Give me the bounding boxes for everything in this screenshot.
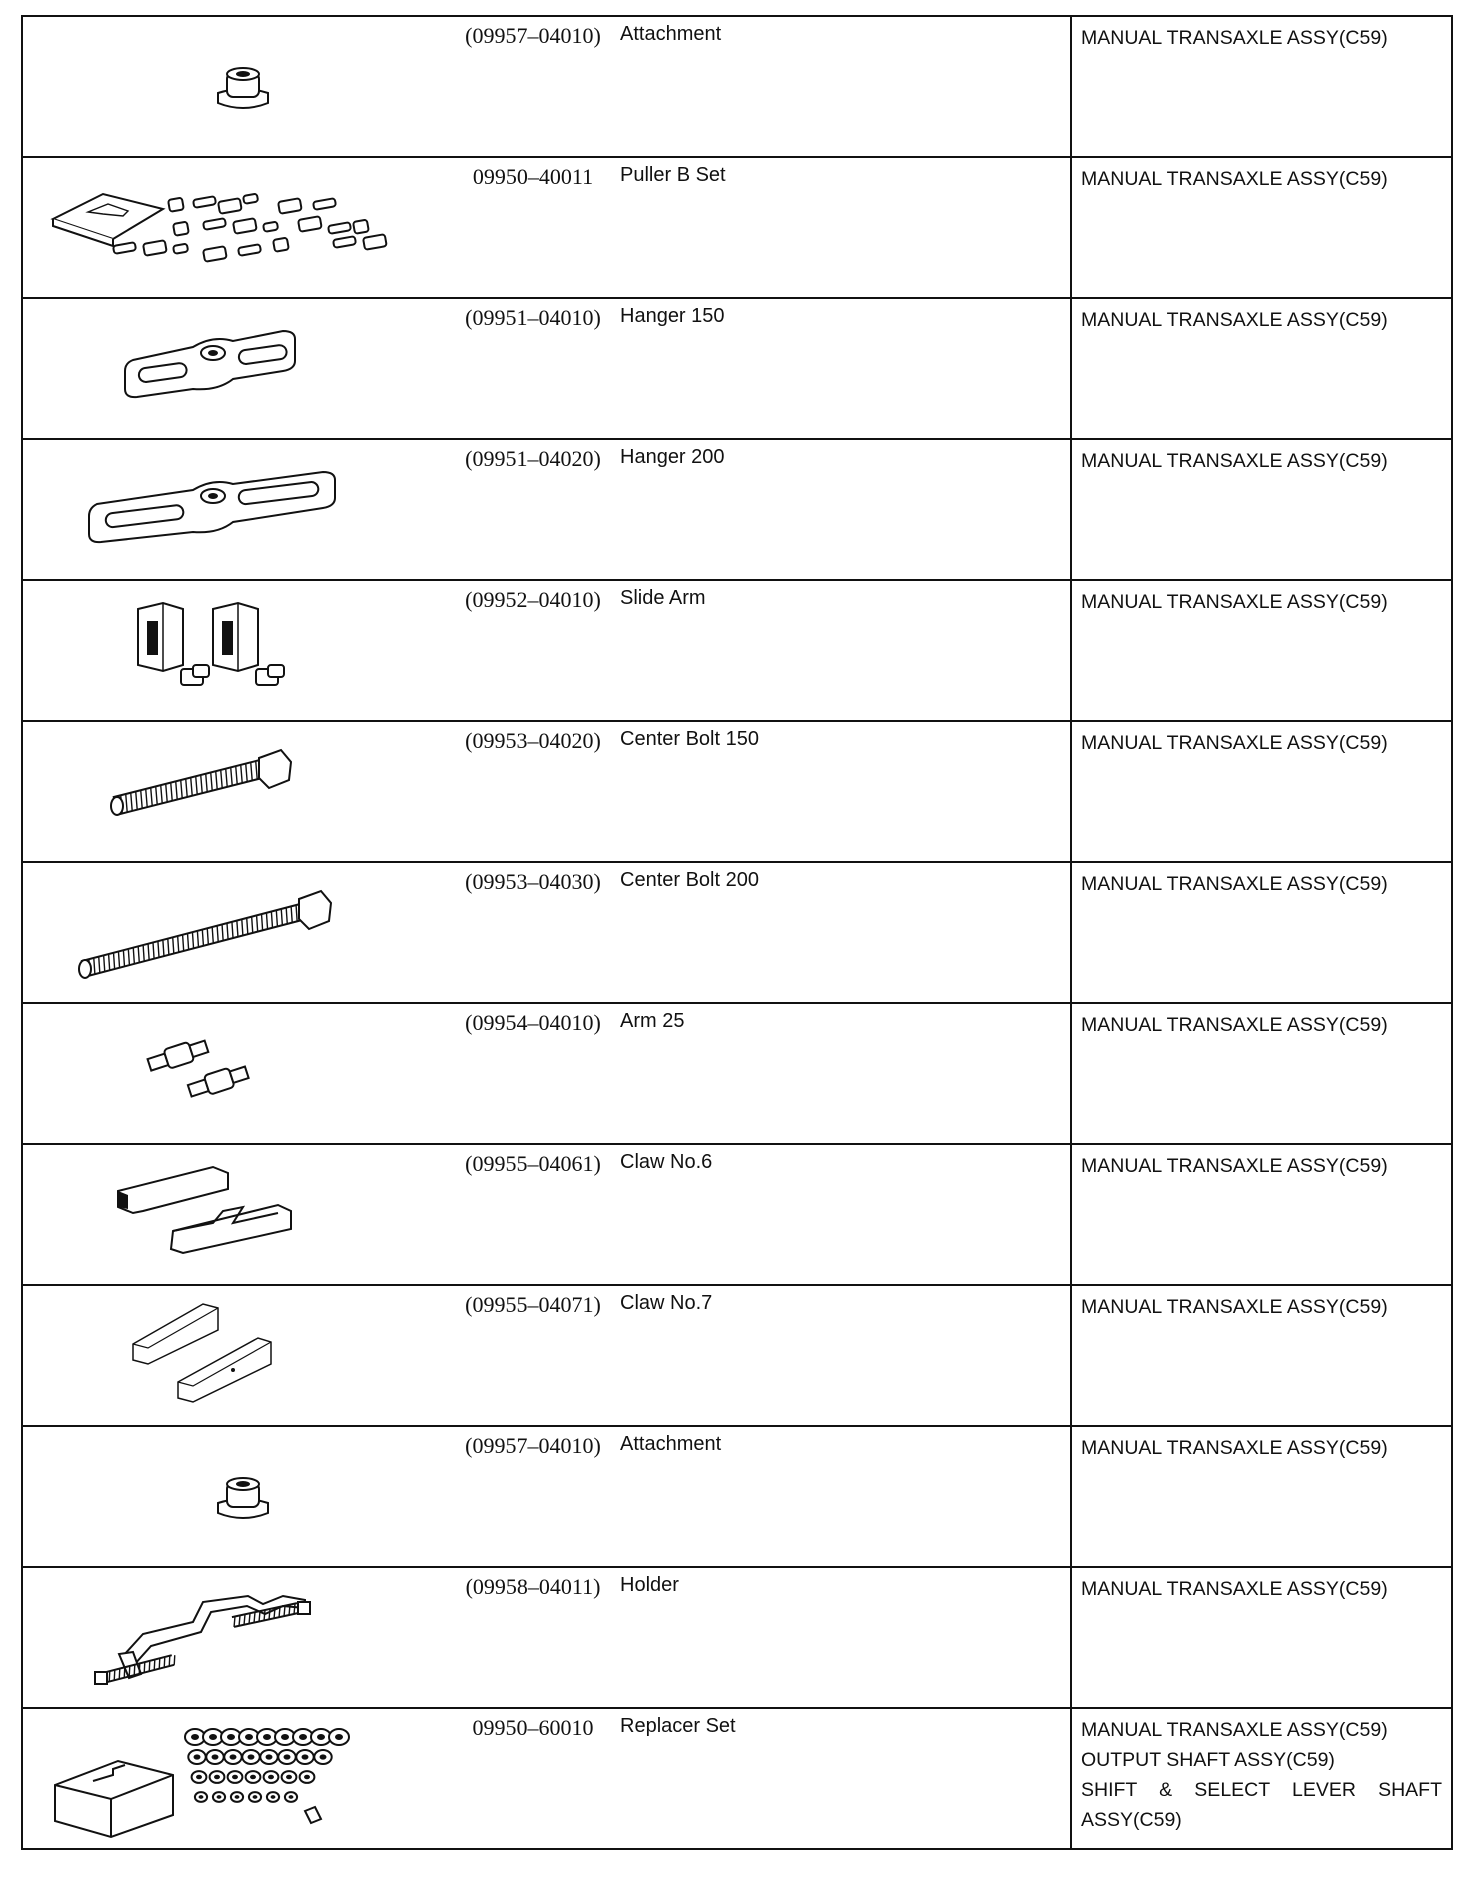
table-row <box>22 580 1452 721</box>
assembly-cell <box>1071 1285 1452 1426</box>
assembly-name: MANUAL TRANSAXLE ASSY(C59) <box>1081 732 1388 754</box>
arm-icon <box>33 1010 433 1138</box>
table-row <box>22 1567 1452 1708</box>
table-row <box>22 157 1452 298</box>
center-bolt-long-icon <box>33 869 433 997</box>
attachment-icon <box>33 23 433 151</box>
part-number: (09953–04020) <box>465 728 601 753</box>
tool-name: Claw No.7 <box>620 1292 713 1314</box>
claw-icon <box>33 1151 433 1279</box>
assembly-name: MANUAL TRANSAXLE ASSY(C59) <box>1081 27 1388 49</box>
assembly-cell <box>1071 1708 1452 1849</box>
tool-name: Slide Arm <box>620 587 706 609</box>
part-number: (09955–04071) <box>465 1292 601 1317</box>
assembly-name: MANUAL TRANSAXLE ASSY(C59) <box>1081 591 1388 613</box>
table-row <box>22 1708 1452 1849</box>
assembly-cell <box>1071 298 1452 439</box>
assembly-name: MANUAL TRANSAXLE ASSY(C59) <box>1081 1014 1388 1036</box>
tool-name: Hanger 200 <box>620 446 725 468</box>
hanger-icon <box>33 305 433 433</box>
part-number: (09953–04030) <box>465 869 601 894</box>
assembly-name: MANUAL TRANSAXLE ASSY(C59) <box>1081 309 1388 331</box>
tool-name: Claw No.6 <box>620 1151 713 1173</box>
assembly-name: MANUAL TRANSAXLE ASSY(C59) <box>1081 450 1388 472</box>
table-row <box>22 1003 1452 1144</box>
tool-cell <box>22 1708 1071 1849</box>
tool-name: Replacer Set <box>620 1715 736 1737</box>
tool-cell <box>22 1144 1071 1285</box>
attachment-icon <box>33 1433 433 1561</box>
part-number: (09951–04010) <box>465 305 601 330</box>
assembly-cell <box>1071 1144 1452 1285</box>
assembly-cell <box>1071 439 1452 580</box>
table-row <box>22 439 1452 580</box>
assembly-cell <box>1071 16 1452 157</box>
tool-name: Center Bolt 200 <box>620 869 759 891</box>
hanger-long-icon <box>33 446 433 574</box>
tool-name: Puller B Set <box>620 164 726 186</box>
tool-cell <box>22 1285 1071 1426</box>
assembly-name: OUTPUT SHAFT ASSY(C59) <box>1081 1749 1335 1771</box>
tool-cell <box>22 1426 1071 1567</box>
assembly-name: ASSY(C59) <box>1081 1809 1182 1831</box>
table-row <box>22 1144 1452 1285</box>
assembly-name: MANUAL TRANSAXLE ASSY(C59) <box>1081 1296 1388 1318</box>
part-number: (09954–04010) <box>465 1010 601 1035</box>
tool-name: Attachment <box>620 23 722 45</box>
tools-table-body <box>22 16 1452 1849</box>
part-number: (09958–04011) <box>465 1574 601 1599</box>
tools-table <box>21 15 1453 1850</box>
assembly-cell <box>1071 862 1452 1003</box>
tool-name: Holder <box>620 1574 679 1596</box>
center-bolt-icon <box>33 728 433 856</box>
tool-name: Hanger 150 <box>620 305 725 327</box>
tool-cell <box>22 1567 1071 1708</box>
part-number: (09955–04061) <box>465 1151 601 1176</box>
replacer-set-icon <box>33 1715 433 1843</box>
assembly-cell <box>1071 157 1452 298</box>
assembly-name: MANUAL TRANSAXLE ASSY(C59) <box>1081 1155 1388 1177</box>
assembly-name: MANUAL TRANSAXLE ASSY(C59) <box>1081 1437 1388 1459</box>
tool-cell <box>22 1003 1071 1144</box>
assembly-cell <box>1071 721 1452 862</box>
assembly-cell <box>1071 1567 1452 1708</box>
assembly-cell <box>1071 1003 1452 1144</box>
table-row <box>22 862 1452 1003</box>
tool-cell <box>22 580 1071 721</box>
assembly-cell <box>1071 1426 1452 1567</box>
claw-outline-icon <box>33 1292 433 1420</box>
table-row <box>22 16 1452 157</box>
table-row <box>22 1426 1452 1567</box>
tool-cell <box>22 157 1071 298</box>
part-number: (09957–04010) <box>465 1433 601 1458</box>
table-row <box>22 721 1452 862</box>
assembly-name: MANUAL TRANSAXLE ASSY(C59) <box>1081 1719 1388 1741</box>
tool-cell <box>22 721 1071 862</box>
tool-cell <box>22 439 1071 580</box>
part-number: 09950–40011 <box>472 164 594 189</box>
assembly-name: MANUAL TRANSAXLE ASSY(C59) <box>1081 1578 1388 1600</box>
assembly-cell <box>1071 580 1452 721</box>
slide-arm-icon <box>33 587 433 715</box>
tool-cell <box>22 298 1071 439</box>
tool-name: Attachment <box>620 1433 722 1455</box>
tool-name: Arm 25 <box>620 1010 685 1032</box>
table-row <box>22 298 1452 439</box>
tool-cell <box>22 862 1071 1003</box>
holder-icon <box>33 1574 433 1702</box>
part-number: (09957–04010) <box>465 23 601 48</box>
assembly-name: SHIFT & SELECT LEVER SHAFT <box>1081 1779 1442 1801</box>
table-row <box>22 1285 1452 1426</box>
part-number: 09950–60010 <box>472 1715 594 1740</box>
tool-cell <box>22 16 1071 157</box>
puller-set-icon <box>33 164 433 292</box>
tool-name: Center Bolt 150 <box>620 728 759 750</box>
assembly-name: MANUAL TRANSAXLE ASSY(C59) <box>1081 168 1388 190</box>
part-number: (09952–04010) <box>465 587 601 612</box>
part-number: (09951–04020) <box>465 446 601 471</box>
assembly-name: MANUAL TRANSAXLE ASSY(C59) <box>1081 873 1388 895</box>
